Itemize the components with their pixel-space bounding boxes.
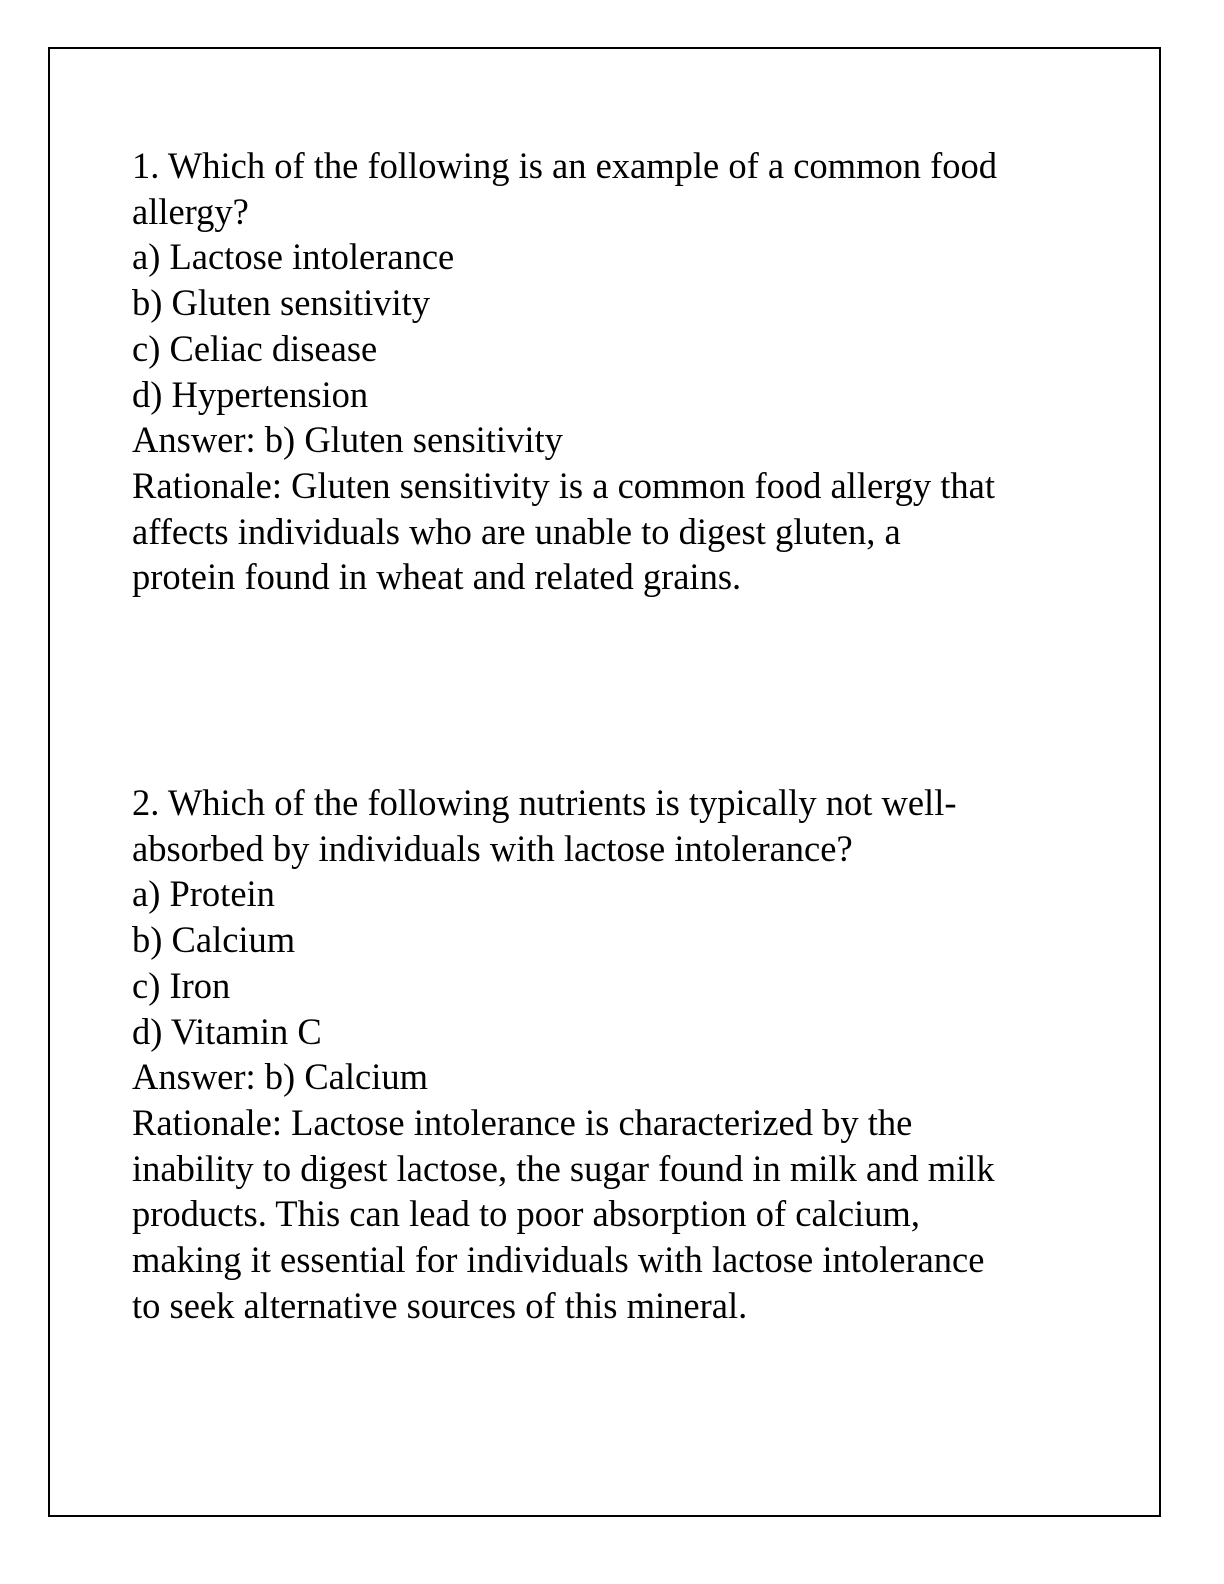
question-1 [132, 143, 1082, 600]
rationale-line: protein found in wheat and related grains. [132, 556, 742, 598]
rationale-line: Rationale: Lactose intolerance is characterized by the [132, 1101, 913, 1143]
option-d: d) Hypertension [132, 373, 369, 415]
question-2 [132, 780, 1082, 1328]
question-text-line: allergy? [132, 190, 249, 232]
answer: Answer: b) Calcium [132, 1056, 428, 1098]
option-b: b) Gluten sensitivity [132, 282, 431, 324]
rationale-line: making it essential for individuals with lactose intolerance [132, 1239, 985, 1281]
option-c: c) Celiac disease [132, 327, 378, 369]
option-d: d) Vitamin C [132, 1010, 322, 1052]
option-a: a) Protein [132, 873, 275, 915]
option-c: c) Iron [132, 964, 231, 1006]
rationale-line: Rationale: Gluten sensitivity is a common food allergy that [132, 464, 996, 506]
rationale-line: affects individuals who are unable to digest gluten, a [132, 510, 901, 552]
question-text-line: 1. Which of the following is an example of a common food [132, 145, 997, 186]
question-text-line: 2. Which of the following nutrients is typically not well- [132, 782, 957, 823]
rationale-line: inability to digest lactose, the sugar found in milk and milk [132, 1147, 995, 1189]
option-a: a) Lactose intolerance [132, 236, 455, 278]
option-b: b) Calcium [132, 919, 296, 961]
answer: Answer: b) Gluten sensitivity [132, 419, 563, 461]
rationale-line: to seek alternative sources of this mineral. [132, 1284, 748, 1326]
question-text-line: absorbed by individuals with lactose intolerance? [132, 827, 853, 869]
rationale-line: products. This can lead to poor absorption of calcium, [132, 1193, 920, 1235]
